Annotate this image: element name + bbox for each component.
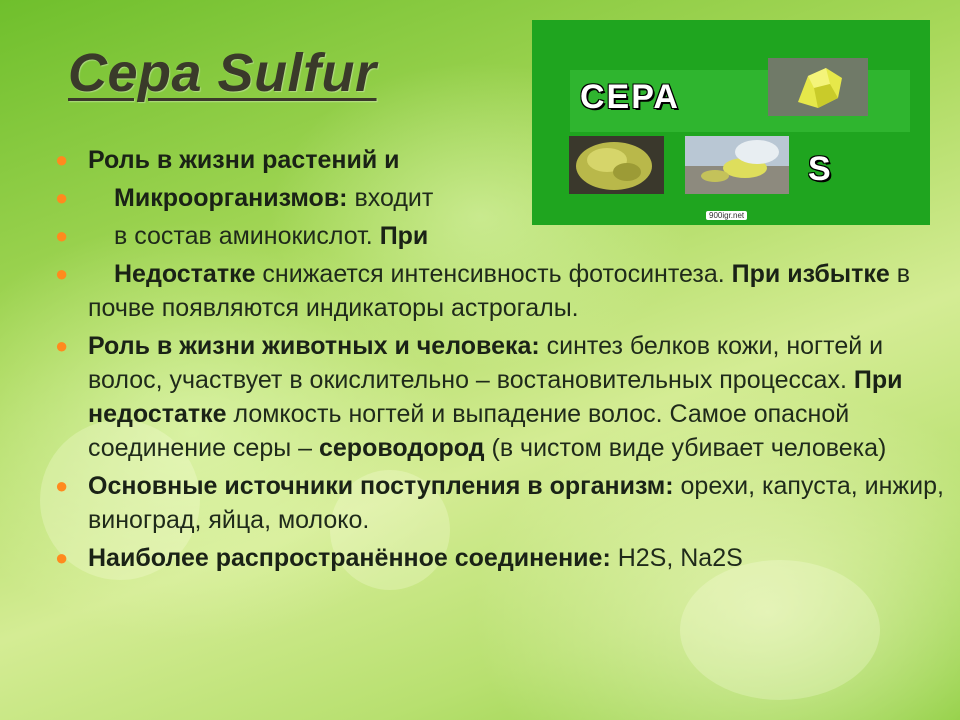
bold-text: Микроорганизмов: [114,184,348,212]
bold-text: Роль в жизни животных и человека: [88,332,540,360]
body-text: в почве появляются индикаторы астрогалы. [88,260,911,322]
bold-text: При [379,222,429,250]
list-item [50,329,950,465]
bullet-dot-icon: ● [55,333,69,358]
sulfur-symbol-label: S [808,150,831,188]
bold-text: Роль в жизни растений и [88,146,400,174]
bullet-dot-icon: ● [55,473,69,498]
body-text: орехи, капуста, инжир, виноград, яйца, молоко. [88,472,944,534]
body-text: H2S, Na2S [610,544,743,572]
bold-text: Наиболее распространённое соединение: [88,544,611,572]
body-text: (в чистом виде убивает человека) [484,434,887,462]
list-item [50,541,950,575]
bold-text: Недостатке [114,260,256,288]
watermark: 900igr.net [706,211,747,220]
list-item [50,143,950,177]
bold-text: сероводород [319,434,485,462]
bullet-dot-icon: ● [55,545,69,570]
list-item [50,219,950,253]
slide-title: Сера Sulfur [68,43,377,103]
body-text: снижается интенсивность фотосинтеза. [255,260,725,288]
bullet-dot-icon: ● [55,147,69,172]
bold-text: При избытке [731,260,890,288]
bold-text: Основные источники поступления в организм: [88,472,674,500]
bokeh-light [680,560,880,700]
bullet-list [50,143,950,575]
body-text: в состав аминокислот. [114,222,380,250]
cepa-label: CEPA [580,78,680,116]
sulfur-crystal-photo [768,58,868,116]
list-item [50,181,950,215]
body-text: синтез белков кожи, ногтей и волос, участвует в окислительно – востановительных процессах. [88,332,884,394]
body-text: ломкость ногтей и выпадение волос. Самое опасной соединение серы – [88,400,850,462]
list-item [50,469,950,537]
bold-text: При недостатке [88,366,903,428]
list-item [50,257,950,325]
bullet-dot-icon: ● [55,223,69,248]
bullet-dot-icon: ● [55,261,69,286]
bullet-dot-icon: ● [55,185,69,210]
body-text: входит [347,184,434,212]
